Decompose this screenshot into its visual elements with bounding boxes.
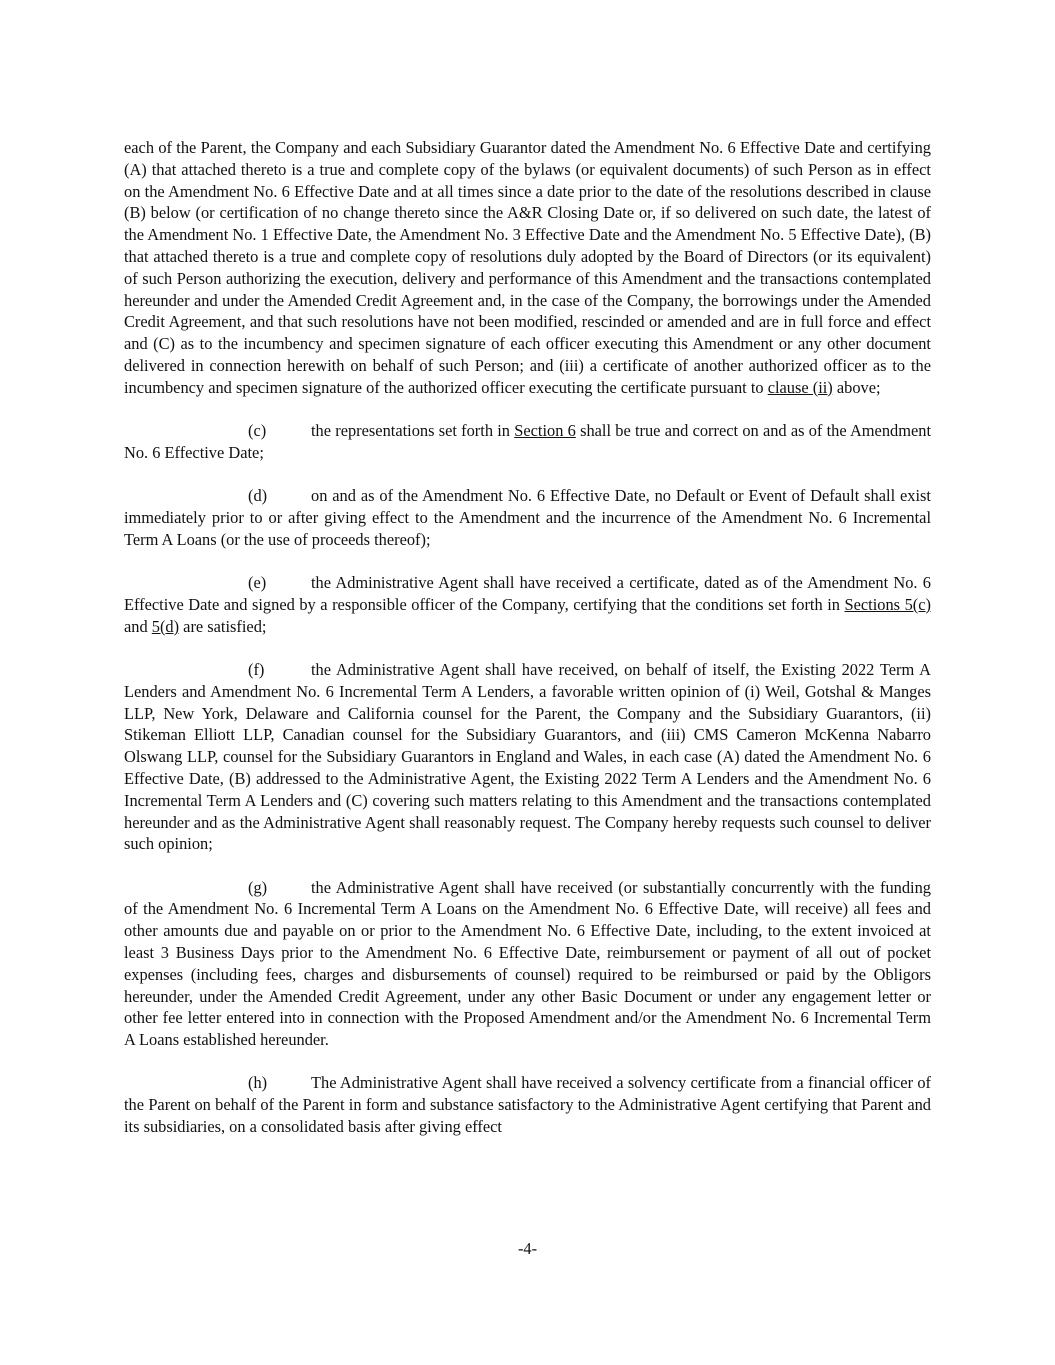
page-number: -4- [517, 1239, 538, 1258]
paragraph-text: are satisfied; [179, 616, 267, 636]
paragraph-text: shall be true and correct on and as of the Amendment No. 6 Effective Date; [124, 421, 931, 462]
paragraph-b-continuation [124, 137, 931, 399]
paragraph-g [124, 877, 931, 1051]
paragraph-text: the Administrative Agent shall have received a certificate, dated as of the Amendment No. 6 Effective Date and signed by a responsible officer of the Company, certifying that the conditions set forth in [124, 573, 931, 614]
paragraph-h [124, 1072, 931, 1137]
section-5d-reference: 5(d) [151, 616, 180, 636]
paragraph-f [124, 659, 931, 855]
paragraph-marker: (g) [248, 877, 268, 897]
paragraph-d [124, 485, 931, 550]
paragraph-text: above; [832, 377, 881, 397]
paragraph-text: the representations set forth in [311, 421, 515, 441]
paragraph-marker: (h) [248, 1073, 268, 1093]
paragraph-text: and [124, 616, 152, 636]
paragraph-marker: (c) [248, 421, 267, 441]
paragraph-text: each of the Parent, the Company and each Subsidiary Guarantor dated the Amendment No. 6 Effective Date and certifying (A) that attached thereto is a true and complete copy of the bylaws (or equivalent documents) of such Person as in effect on the Amendment No. 6 Effective Date and at all times since a date prior to the date of the resolutions described in clause (B) below (or certification of no change thereto since the A&R Closing Date or, if so delivered on such date, the latest of the Amendment No. 1 Effective Date, the Amendment No. 3 Effective Date and the Amendment No. 5 Effective Date), (B) that attached thereto is a true and complete copy of resolutions duly adopted by the Board of Directors (or its equivalent) of such Person authorizing the execution, delivery and performance of this Amendment and the transactions contemplated hereunder and under the Amended Credit Agreement and, in the case of the Company, the borrowings under the Amended Credit Agreement, and that such resolutions have not been modified, rescinded or amended and are in full force and effect and (C) as to the incumbency and specimen signature of each officer executing this Amendment or any other document delivered in connection herewith on behalf of such Person; and (iii) a certificate of another authorized officer as to the incumbency and specimen signature of the authorized officer executing the certificate pursuant to [124, 138, 931, 397]
paragraph-text: the Administrative Agent shall have received (or substantially concurrently with the funding of the Amendment No. 6 Incremental Term A Loans on the Amendment No. 6 Effective Date, will receive) all fees and other amounts due and payable on or prior to the Amendment No. 6 Effective Date, including, to the extent invoiced at least 3 Business Days prior to the Amendment No. 6 Effective Date, reimbursement or payment of all out of pocket expenses (including fees, charges and disbursements of counsel) required to be reimbursed or paid by the Obligors hereunder, under the Amended Credit Agreement, under any other Basic Document or under any engagement letter or other fee letter entered into in connection with the Proposed Amendment and/or the Amendment No. 6 Incremental Term A Loans established hereunder. [124, 877, 931, 1050]
document-page [124, 137, 931, 1159]
paragraph-text: on and as of the Amendment No. 6 Effective Date, no Default or Event of Default shall exist immediately prior to or after giving effect to the Amendment and the incurrence of the Amendment No. 6 Incremental Term A Loans (or the use of proceeds thereof); [124, 486, 931, 549]
paragraph-text: The Administrative Agent shall have received a solvency certificate from a financial officer of the Parent on behalf of the Parent in form and substance satisfactory to the Administrative Agent certifying that Parent and its subsidiaries, on a consolidated basis after giving effect [124, 1073, 931, 1137]
paragraph-c [124, 420, 931, 464]
paragraph-marker: (f) [248, 659, 265, 679]
paragraph-text: the Administrative Agent shall have received, on behalf of itself, the Existing 2022 Term A Lenders and Amendment No. 6 Incremental Term A Lenders, a favorable written opinion of (i) Weil, Gotshal & Manges LLP, New York, Delaware and California counsel for the Parent, the Company and the Subsidiary Guarantors, (ii) Stikeman Elliott LLP, Canadian counsel for the Subsidiary Guarantors, and (iii) CMS Cameron McKenna Nabarro Olswang LLP, counsel for the Subsidiary Guarantors in England and Wales, in each case (A) dated the Amendment No. 6 Effective Date, (B) addressed to the Administrative Agent, the Existing 2022 Term A Lenders and the Amendment No. 6 Incremental Term A Lenders and (C) covering such matters relating to this Amendment and the transactions contemplated hereunder and as the Administrative Agent shall reasonably request. The Company hereby requests such counsel to deliver such opinion; [124, 659, 931, 854]
paragraph-marker: (e) [248, 573, 267, 593]
clause-ii-reference: clause (ii) [767, 377, 833, 397]
paragraph-marker: (d) [248, 486, 268, 506]
sections-5c-reference: Sections 5(c) [844, 594, 931, 614]
paragraph-e [124, 572, 931, 637]
section-6-reference: Section 6 [514, 421, 576, 441]
